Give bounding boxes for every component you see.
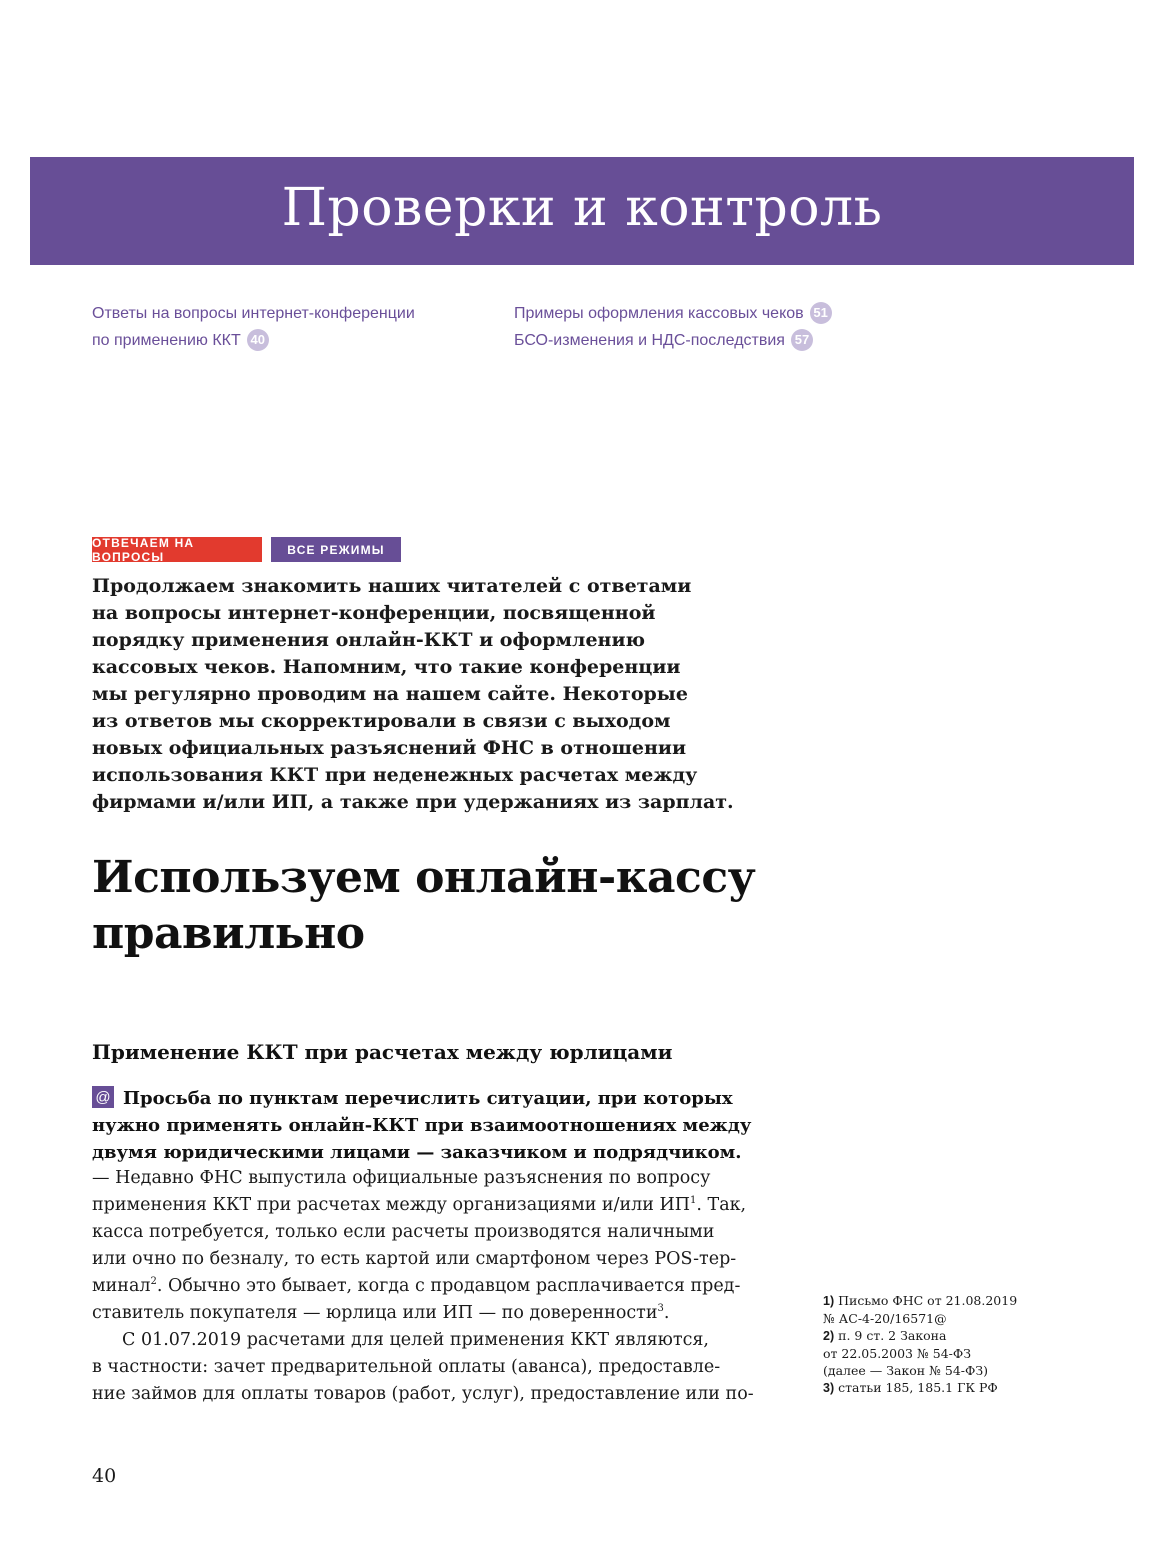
lead-line: на вопросы интернет-конференции, посвященной: [92, 602, 656, 624]
toc-link-bso[interactable]: [514, 327, 934, 354]
page-badge: 57: [791, 329, 813, 351]
footnote-1: [823, 1292, 1063, 1310]
answer-body: [92, 1165, 782, 1408]
answer-line: [92, 1300, 782, 1327]
footnote-text: № АС-4-20/16571@: [823, 1311, 947, 1326]
answer-text: . Так,: [696, 1195, 747, 1215]
toc-right: [514, 300, 934, 354]
answer-text: минал: [92, 1276, 151, 1296]
question-block: [92, 1085, 782, 1166]
lead-line: порядку применения онлайн-ККТ и оформлению: [92, 629, 646, 651]
question-text: Просьба по пунктам перечислить ситуации, при которых: [123, 1088, 733, 1109]
lead-line: из ответов мы скорректировали в связи с выходом: [92, 710, 671, 732]
headline-line: Используем онлайн-кассу: [92, 852, 756, 903]
toc-left: [92, 300, 472, 354]
lead-line: новых официальных разъяснений ФНС в отношении: [92, 737, 687, 759]
toc-link-text: Примеры оформления кассовых чеков: [514, 305, 804, 322]
answer-line: или очно по безналу, то есть картой или смартфоном через POS-тер-: [92, 1249, 737, 1269]
answer-text: ставитель покупателя — юрлица или ИП — по доверенности: [92, 1303, 658, 1323]
answer-text: применения ККТ при расчетах между организациями и/или ИП: [92, 1195, 691, 1215]
question-line: [92, 1085, 782, 1112]
answer-line: в частности: зачет предварительной оплаты (аванса), предоставле-: [92, 1357, 721, 1377]
question-line: нужно применять онлайн-ККТ при взаимоотношениях между: [92, 1115, 752, 1136]
answer-line: касса потребуется, только если расчеты производятся наличными: [92, 1222, 715, 1242]
lead-line: фирмами и/или ИП, а также при удержаниях из зарплат.: [92, 791, 734, 813]
footnote-2: [823, 1327, 1063, 1345]
page-badge: 40: [247, 329, 269, 351]
lead-line: использования ККТ при неденежных расчетах между: [92, 764, 698, 786]
footnote-ref[interactable]: 3: [657, 1303, 664, 1315]
answer-line: ние займов для оплаты товаров (работ, услуг), предоставление или по-: [92, 1384, 754, 1404]
footnote-number: 2): [823, 1329, 835, 1343]
page-number: 40: [92, 1465, 117, 1487]
footnote-ref[interactable]: 1: [690, 1195, 697, 1207]
footnote-text: от 22.05.2003 № 54-ФЗ: [823, 1346, 972, 1361]
toc-link-conference-line1[interactable]: Ответы на вопросы интернет-конференции: [92, 305, 415, 322]
tag-answers: ОТВЕЧАЕМ НА ВОПРОСЫ: [92, 537, 262, 562]
lead-paragraph: [92, 573, 782, 816]
toc-link-text: по применению ККТ: [92, 332, 241, 349]
answer-line: [92, 1192, 782, 1219]
footnote-ref[interactable]: 2: [150, 1276, 157, 1288]
footnote-text: п. 9 ст. 2 Закона: [838, 1328, 947, 1343]
answer-text: .: [663, 1303, 670, 1323]
page-badge: 51: [810, 302, 832, 324]
article-headline: [92, 850, 812, 962]
footnotes: [823, 1292, 1063, 1397]
footnote-text: Письмо ФНС от 21.08.2019: [838, 1293, 1018, 1308]
lead-line: мы регулярно проводим на нашем сайте. Некоторые: [92, 683, 688, 705]
section-banner: [30, 157, 1134, 265]
at-icon: @: [92, 1086, 114, 1108]
answer-line: [92, 1273, 782, 1300]
article-tags: [92, 537, 401, 562]
footnote-number: 1): [823, 1294, 835, 1308]
footnote-3: [823, 1379, 1063, 1397]
answer-text: . Обычно это бывает, когда с продавцом расплачивается пред-: [156, 1276, 741, 1296]
toc-link-receipts[interactable]: [514, 300, 934, 327]
question-line: двумя юридическими лицами — заказчиком и подрядчиком.: [92, 1142, 742, 1163]
tag-all-modes: ВСЕ РЕЖИМЫ: [271, 537, 401, 562]
section-subhead: Применение ККТ при расчетах между юрлицами: [92, 1040, 673, 1064]
section-title: Проверки и контроль: [281, 178, 883, 238]
headline-line: правильно: [92, 908, 365, 959]
footnote-text: (далее — Закон № 54-ФЗ): [823, 1363, 989, 1378]
toc-link-conference-line2[interactable]: [92, 327, 472, 354]
answer-line: С 01.07.2019 расчетами для целей применения ККТ являются,: [122, 1330, 709, 1350]
answer-line: — Недавно ФНС выпустила официальные разъяснения по вопросу: [92, 1168, 711, 1188]
footnote-number: 3): [823, 1381, 835, 1395]
footnote-text: статьи 185, 185.1 ГК РФ: [838, 1380, 998, 1395]
lead-line: кассовых чеков. Напомним, что такие конференции: [92, 656, 681, 678]
toc-link-text: БСО-изменения и НДС-последствия: [514, 332, 785, 349]
lead-line: Продолжаем знакомить наших читателей с ответами: [92, 575, 692, 597]
